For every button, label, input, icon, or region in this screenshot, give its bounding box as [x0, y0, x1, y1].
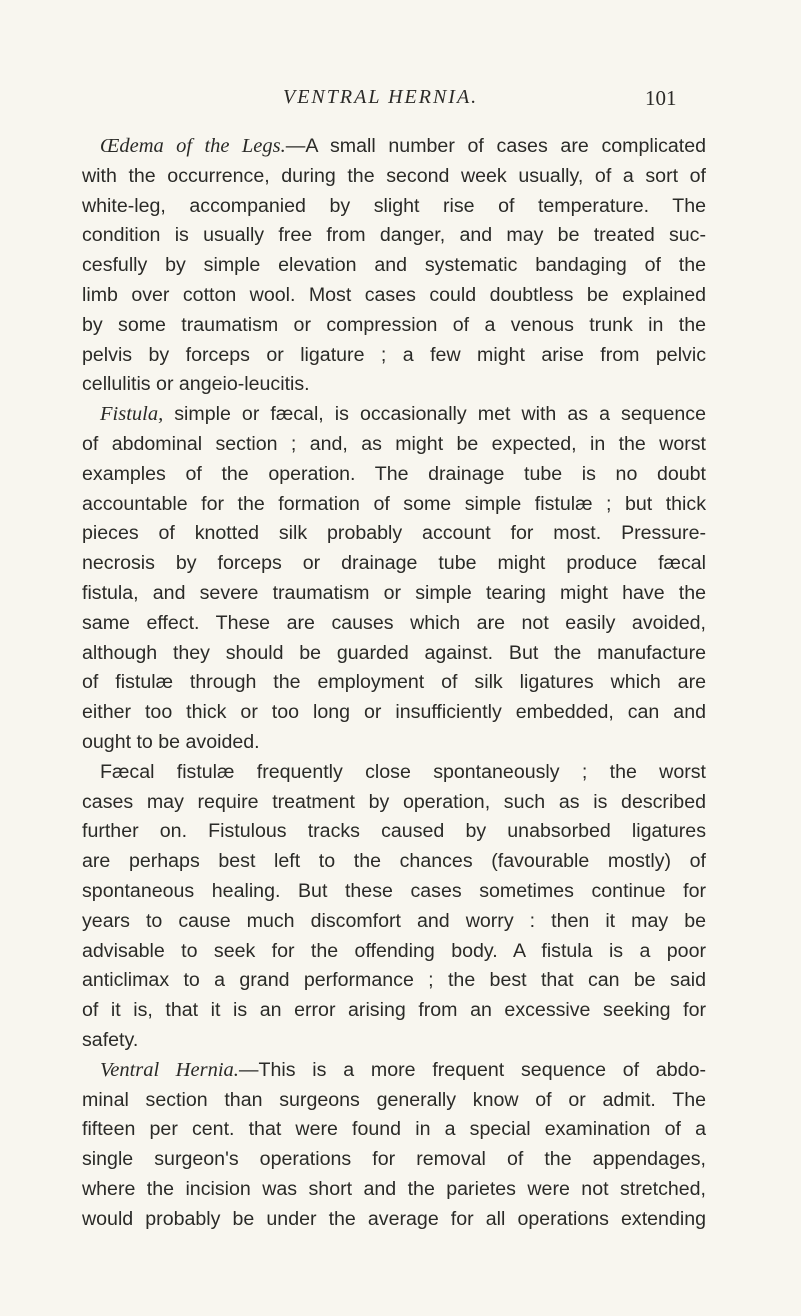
text-line: cellulitis or angeio-leucitis. [82, 373, 310, 396]
text-line: of it is, that it is an error arising from an excessive seeking for [82, 999, 706, 1022]
text-line: limb over cotton wool. Most cases could doubtless be explained [82, 283, 706, 306]
page-number: 101 [645, 86, 677, 110]
text-line: of fistulæ through the employment of silk ligatures which are [82, 671, 706, 694]
body-text [82, 132, 706, 1234]
text-line: would probably be under the average for all operations extending [82, 1207, 706, 1230]
paragraph-ventral-hernia [82, 1056, 706, 1235]
text-line: ought to be avoided. [82, 730, 260, 753]
text-line: necrosis by forceps or drainage tube might produce fæcal [82, 552, 706, 575]
paragraph-faecal-fistulae [82, 758, 706, 1056]
text-line: fistula, and severe traumatism or simple tearing might have the [82, 581, 706, 604]
text-line: advisable to seek for the offending body. A fistula is a poor [82, 939, 706, 962]
paragraph-oedema [82, 132, 706, 400]
text-line: Œdema of the Legs.—A small number of cases are complicated [100, 135, 706, 157]
text-line: anticlimax to a grand performance ; the best that can be said [82, 969, 706, 992]
text-line: pelvis by forceps or ligature ; a few might arise from pelvic [82, 343, 706, 366]
section-heading: Ventral Hernia. [100, 1058, 239, 1081]
text-line: of abdominal section ; and, as might be expected, in the worst [82, 432, 706, 455]
text-line: years to cause much discomfort and worry : then it may be [82, 909, 706, 932]
running-title: VENTRAL HERNIA. [283, 86, 479, 108]
text-line: pieces of knotted silk probably account for most. Pressure- [82, 522, 706, 545]
text-line: safety. [82, 1028, 139, 1051]
text-line: Ventral Hernia.—This is a more frequent sequence of abdo- [100, 1058, 707, 1081]
page-header [0, 86, 801, 116]
text-line: condition is usually free from danger, and may be treated suc- [82, 224, 706, 247]
text-line: examples of the operation. The drainage tube is no doubt [82, 462, 706, 485]
text-line: Fistula, simple or fæcal, is occasionally met with as a sequence [100, 403, 706, 426]
text-line: with the occurrence, during the second week usually, of a sort of [82, 164, 706, 187]
text-line: same effect. These are causes which are not easily avoided, [82, 611, 706, 634]
section-heading: Fistula, [100, 403, 164, 426]
section-heading: Œdema of the Legs. [100, 135, 286, 157]
text-line: white-leg, accompanied by slight rise of temperature. The [82, 194, 706, 217]
text-line: by some traumatism or compression of a venous trunk in the [82, 313, 706, 336]
text-line: cases may require treatment by operation, such as is described [82, 790, 706, 813]
text-line: spontaneous healing. But these cases sometimes continue for [82, 879, 706, 902]
text-line: either too thick or too long or insufficiently embedded, can and [82, 701, 706, 724]
text-line: minal section than surgeons generally know of or admit. The [82, 1088, 706, 1111]
text-line: Fæcal fistulæ frequently close spontaneously ; the worst [100, 760, 706, 783]
text-line: accountable for the formation of some simple fistulæ ; but thick [82, 492, 706, 515]
paragraph-fistula [82, 400, 706, 758]
text-line: single surgeon's operations for removal of the appendages, [82, 1148, 706, 1171]
text-line: where the incision was short and the parietes were not stretched, [82, 1177, 706, 1200]
text-line: further on. Fistulous tracks caused by unabsorbed ligatures [82, 820, 706, 843]
text-line: although they should be guarded against. But the manufacture [82, 641, 706, 664]
text-line: fifteen per cent. that were found in a special examination of a [82, 1118, 706, 1141]
text-line: are perhaps best left to the chances (favourable mostly) of [82, 850, 706, 873]
text-line: cesfully by simple elevation and systematic bandaging of the [82, 254, 706, 277]
